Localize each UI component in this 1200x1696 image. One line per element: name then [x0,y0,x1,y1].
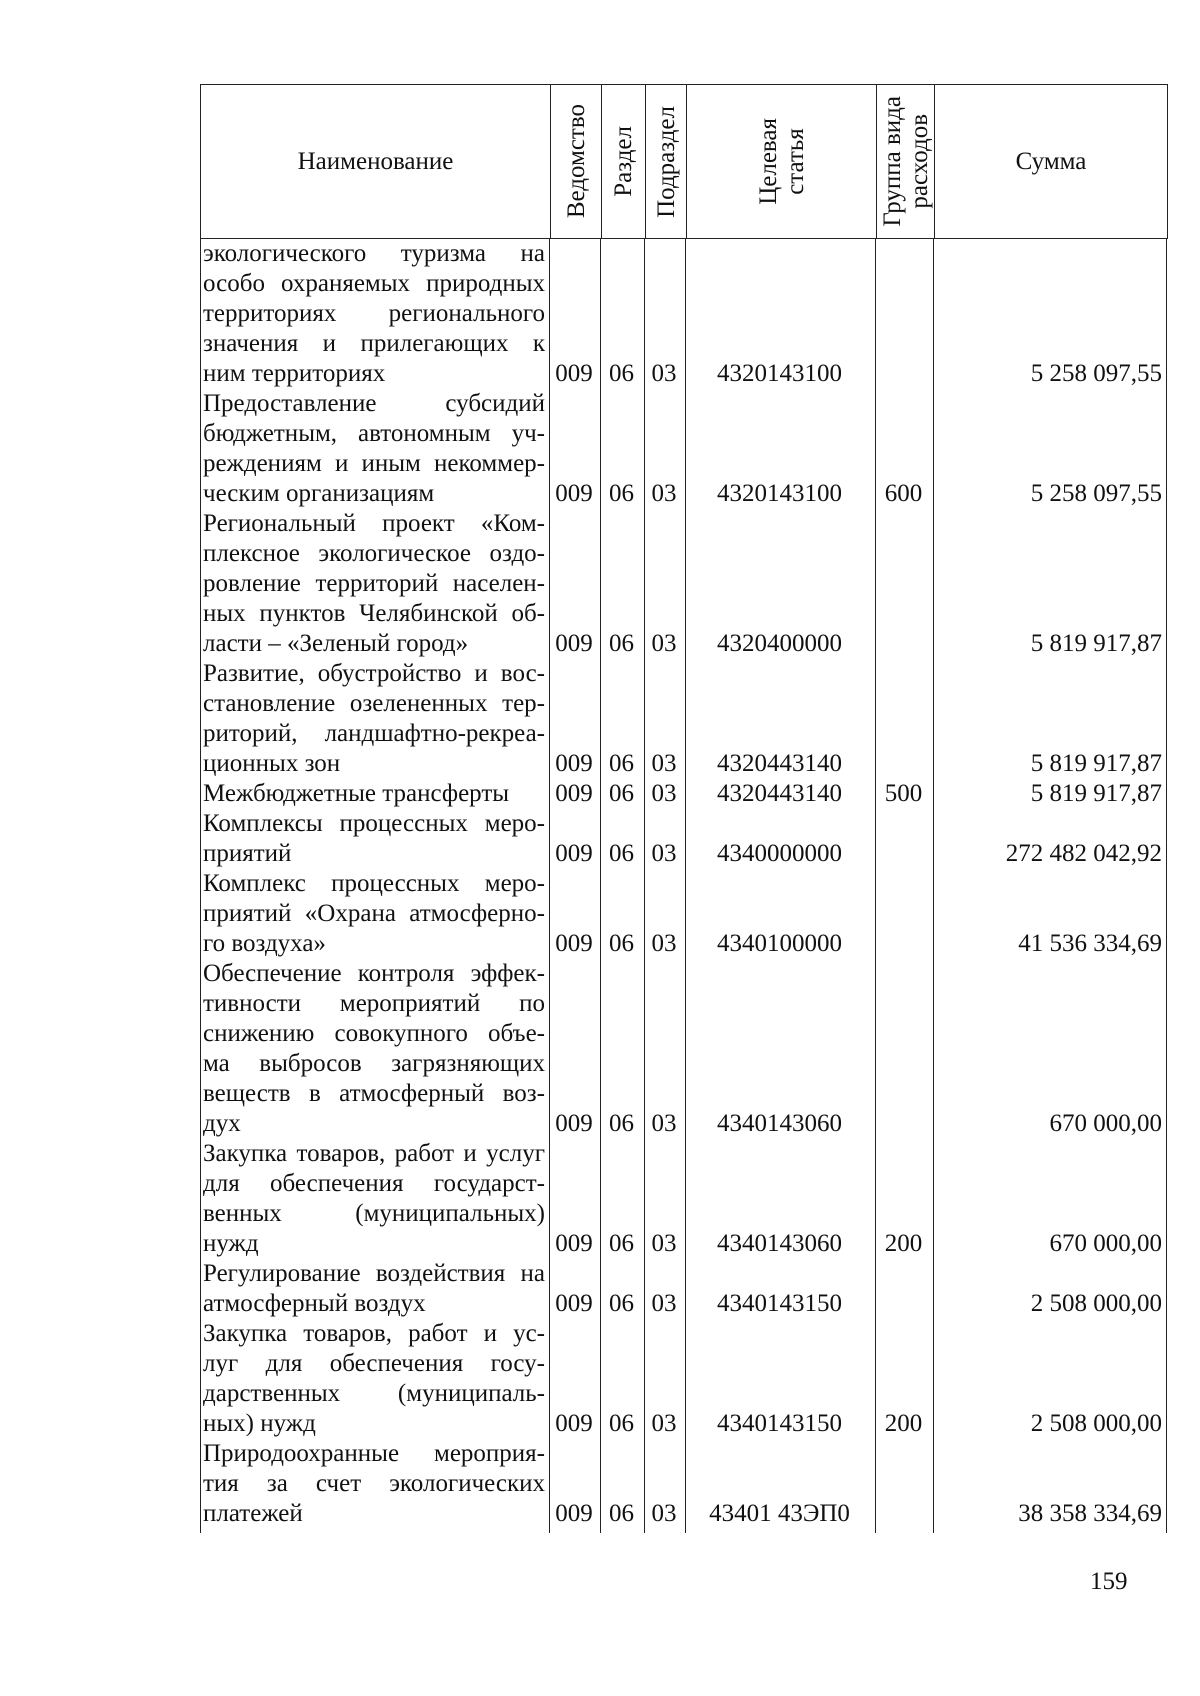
row-name-line: платежей [203,1500,303,1527]
header-celevaya-line1: Целевая [754,118,782,205]
row-name-line: ционных зон [203,750,341,777]
table-row [200,809,1168,869]
row-name-line: веществ в атмосферный воз- [203,1080,545,1107]
row-name-line: венных (муниципальных) [203,1200,545,1227]
cell-celevaya: 4320400000 [717,630,842,657]
cell-podrazdel: 03 [651,630,677,657]
cell-celevaya: 4320443140 [717,750,842,777]
cell-podrazdel: 03 [651,1110,677,1137]
row-name [203,1439,545,1529]
table-row [200,1259,1168,1319]
header-name-label: Наименование [297,147,454,175]
cell-celevaya: 4340143060 [717,1110,842,1137]
row-name [203,1259,545,1319]
cell-gruppa: 200 [884,1230,923,1257]
cell-razdel: 06 [609,930,634,957]
cell-celevaya: 4320143100 [717,360,842,387]
header-razdel [601,85,645,238]
table-row [200,239,1168,389]
row-name-line: территориях регионального [203,300,545,327]
cell-podrazdel: 03 [651,360,677,387]
cell-summa: 5 258 097,55 [1030,360,1162,387]
cell-podrazdel: 03 [651,840,677,867]
header-gruppa-line1: Группа вида [878,96,906,227]
cell-ved: 009 [555,1410,593,1437]
header-ved-label: Ведомство [562,104,590,219]
cell-gruppa [875,1109,932,1139]
cell-razdel: 06 [609,360,634,387]
header-name [201,85,550,238]
row-name-line: Развитие, обустройство и вос- [203,660,545,687]
header-summa-label: Сумма [1015,147,1087,175]
cell-celevaya: 4340000000 [717,840,842,867]
row-name-line: ных пунктов Челябинской об- [203,600,545,627]
table-header [200,84,1168,239]
cell-gruppa [875,1499,932,1529]
cell-celevaya: 4340143150 [717,1410,842,1437]
row-name [203,659,545,779]
cell-gruppa [875,929,932,959]
cell-ved: 009 [555,1290,593,1317]
header-gruppa-label [879,96,933,227]
row-name-line: тивности мероприятий по [203,990,545,1017]
cell-celevaya: 4340143060 [717,1230,842,1257]
cell-razdel: 06 [609,1290,634,1317]
cell-podrazdel: 03 [651,930,677,957]
cell-razdel: 06 [609,1410,634,1437]
row-name [203,779,545,809]
cell-podrazdel: 03 [651,1290,677,1317]
header-celevaya-label [755,118,809,205]
row-name-line: го воздуха» [203,930,326,957]
row-name-line: реждениям и иным некоммер- [203,450,545,477]
table-row [200,869,1168,959]
row-name [203,809,545,869]
row-name [203,959,545,1139]
row-name-line: снижению совокупного объе- [203,1020,545,1047]
cell-razdel: 06 [609,630,634,657]
row-name-line: становление озелененных тер- [203,690,545,717]
header-celevaya-line2: статья [781,128,809,195]
cell-ved: 009 [555,780,593,807]
header-razdel-label: Раздел [610,126,637,197]
row-name [203,389,545,509]
cell-celevaya: 43401 43ЭП0 [709,1500,850,1527]
row-name-line: Предоставление субсидий [203,390,545,417]
cell-summa: 2 508 000,00 [1030,1410,1162,1437]
cell-podrazdel: 03 [651,1410,677,1437]
row-name [203,239,545,389]
cell-summa: 5 819 917,87 [1030,750,1162,777]
row-name-line: ним территориях [203,360,386,387]
table-row [200,779,1168,809]
cell-summa: 5 258 097,55 [1030,480,1162,507]
row-name-line: риторий, ландшафтно-рекреа- [203,720,545,747]
budget-table [200,84,1168,1529]
cell-gruppa [875,359,932,389]
row-name-line: ровление территорий населен- [203,570,545,597]
row-name-line: Регулирование воздействия на [203,1260,545,1287]
cell-ved: 009 [555,630,593,657]
cell-ved: 009 [555,1500,593,1527]
row-name-line: дарственных (муниципаль- [203,1380,545,1407]
row-name-line: приятий «Охрана атмосферно- [203,900,545,927]
row-name-line: бюджетным, автономным уч- [203,420,545,447]
table-rows [200,239,1168,1529]
header-summa [934,85,1167,238]
row-name-line: тия за счет экологических [203,1470,545,1497]
cell-gruppa: 500 [884,780,923,807]
row-name-line: Комплекс процессных меро- [203,870,545,897]
row-name-line: Комплексы процессных меро- [203,810,545,837]
header-celevaya [686,85,876,238]
cell-gruppa [875,749,932,779]
cell-gruppa: 600 [884,480,923,507]
row-name [203,1139,545,1259]
cell-razdel: 06 [609,480,634,507]
cell-podrazdel: 03 [651,480,677,507]
cell-podrazdel: 03 [651,1230,677,1257]
row-name [203,869,545,959]
row-name-line: Межбюджетные трансферты [203,780,510,807]
cell-ved: 009 [555,840,593,867]
row-name-line: ма выбросов загрязняющих [203,1050,545,1077]
cell-razdel: 06 [609,1230,634,1257]
cell-gruppa: 200 [884,1410,923,1437]
cell-summa: 41 536 334,69 [1018,930,1162,957]
cell-razdel: 06 [609,840,634,867]
page-number: 159 [1090,1568,1128,1595]
cell-razdel: 06 [609,1110,634,1137]
row-name-line: для обеспечения государст- [203,1170,545,1197]
cell-razdel: 06 [609,780,634,807]
row-name-line: Закупка товаров, работ и услуг [203,1140,545,1167]
row-name-line: плексное экологическое оздо- [203,540,545,567]
cell-ved: 009 [555,1110,593,1137]
table-body [200,239,1168,1529]
cell-summa: 670 000,00 [1049,1110,1162,1137]
header-podrazdel-label: Подраздел [652,105,680,218]
row-name-line: Региональный проект «Ком- [203,510,545,537]
header-ved [550,85,601,238]
cell-ved: 009 [555,750,593,777]
cell-ved: 009 [555,480,593,507]
cell-summa: 670 000,00 [1049,1230,1162,1257]
row-name-line: ческим организациям [203,480,435,507]
cell-summa: 5 819 917,87 [1030,630,1162,657]
cell-gruppa [875,629,932,659]
cell-podrazdel: 03 [651,750,677,777]
row-name-line: ласти – «Зеленый город» [203,630,469,657]
row-name-line: атмосферный воздух [203,1290,426,1317]
cell-summa: 2 508 000,00 [1030,1290,1162,1317]
row-name-line: Природоохранные мероприя- [203,1440,545,1467]
cell-podrazdel: 03 [651,780,677,807]
table-row [200,509,1168,659]
cell-ved: 009 [555,1230,593,1257]
row-name-line: особо охраняемых природных [203,270,545,297]
cell-gruppa [875,1289,932,1319]
cell-summa: 272 482 042,92 [1005,840,1162,867]
row-name [203,509,545,659]
cell-celevaya: 4340100000 [717,930,842,957]
row-name [203,1319,545,1439]
cell-summa: 38 358 334,69 [1018,1500,1162,1527]
cell-razdel: 06 [609,1500,634,1527]
table-row [200,1439,1168,1529]
row-name-line: нужд [203,1230,259,1257]
header-gruppa [876,85,934,238]
cell-celevaya: 4320143100 [717,480,842,507]
row-name-line: луг для обеспечения госу- [203,1350,545,1377]
cell-gruppa [875,839,932,869]
cell-podrazdel: 03 [651,1500,677,1527]
row-name-line: Обеспечение контроля эффек- [203,960,545,987]
cell-ved: 009 [555,360,593,387]
cell-razdel: 06 [609,750,634,777]
cell-celevaya: 4340143150 [717,1290,842,1317]
header-gruppa-line2: расходов [905,114,933,209]
row-name-line: ных) нужд [203,1410,316,1437]
table-row [200,959,1168,1139]
table-row [200,659,1168,779]
cell-celevaya: 4320443140 [717,780,842,807]
row-name-line: значения и прилегающих к [203,330,545,357]
table-row [200,1139,1168,1259]
row-name-line: приятий [203,840,292,867]
cell-ved: 009 [555,930,593,957]
header-podrazdel [645,85,686,238]
table-row [200,389,1168,509]
row-name-line: Закупка товаров, работ и ус- [203,1320,545,1347]
cell-summa: 5 819 917,87 [1030,780,1162,807]
row-name-line: экологического туризма на [203,240,545,267]
table-row [200,1319,1168,1439]
row-name-line: дух [203,1110,241,1137]
